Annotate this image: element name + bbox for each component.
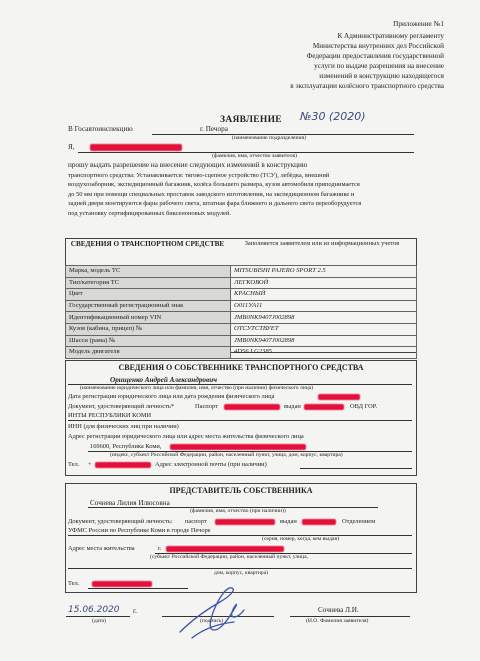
vehicle-row-label: Цвет	[66, 289, 231, 301]
owner-date-line: Дата регистрации юридического лица или дата рождения физического лица	[68, 393, 275, 400]
vehicle-row-value: 4D56 LG2385	[231, 347, 417, 359]
redacted-birth-date	[318, 394, 360, 400]
redacted-rep-address	[166, 546, 284, 552]
representative-name: Сочнева Лилия Илюсовна	[90, 499, 170, 507]
application-title: ЗАЯВЛЕНИЕ	[220, 115, 282, 125]
representative-name-caption: (фамилия, имя, отчество (при наличии))	[190, 508, 286, 514]
owner-doc-issued: выдан	[284, 403, 301, 410]
date-underline	[66, 616, 130, 617]
owner-address-value: 169600, Республика Коми,	[90, 443, 162, 450]
signature-caption: (подпись)	[200, 618, 224, 624]
owner-address-line: Адрес регистрации юридического лица или адрес места жительства физического лица	[68, 433, 304, 440]
date-caption: (дата)	[92, 618, 106, 624]
regulation-header-line: изменений в конструкцию находящегося	[319, 72, 444, 80]
redacted-rep-issue-date	[302, 519, 336, 525]
vehicle-row-label: Модель двигателя	[66, 347, 231, 359]
owner-title: СВЕДЕНИЯ О СОБСТВЕННИКЕ ТРАНСПОРТНОГО СРЕДСТВА	[118, 363, 364, 372]
representative-address-caption-1: (субъект Российской Федерации, район, населенный пункт, улица,	[150, 554, 308, 560]
regulation-header-line: Министерства внутренних дел Российской	[312, 42, 444, 50]
representative-doc-issuer-1: Отделением	[342, 518, 376, 525]
request-line: прошу выдать разрешение на внесение следующих изменений в конструкцию	[68, 161, 308, 169]
vehicle-row-label: Государственный регистрационный знак	[66, 300, 231, 312]
vehicle-row-label: Марка, модель ТС	[66, 266, 231, 278]
vehicle-row-label: Кузов (кабина, прицеп) №	[66, 323, 231, 335]
to-prefix: В Госавтоинспекцию	[68, 125, 133, 133]
vehicle-row-value: КРАСНЫЙ	[231, 289, 417, 301]
vehicle-row	[66, 300, 417, 312]
vehicle-row	[66, 289, 417, 301]
redacted-issue-date	[304, 404, 344, 410]
vehicle-row-label: Тип/категория ТС	[66, 277, 231, 289]
vehicle-table	[65, 265, 417, 359]
owner-email-line: Адрес электронной почты (при наличии)	[155, 461, 267, 468]
appendix-label: Приложение №1	[393, 20, 444, 28]
signature-year-suffix: г.	[133, 607, 137, 615]
to-value: г. Печора	[200, 125, 228, 133]
i-caption: (фамилия, имя, отчество заявителя)	[212, 153, 297, 159]
request-body-line: транспортного средства: Устанавливается: тягово-сцепное устройство (ТСУ), лебёдка, внешний	[68, 172, 330, 179]
owner-doc-type: Паспорт	[195, 403, 218, 410]
i-prefix: Я,	[68, 143, 75, 151]
representative-address-prefix: Адрес места жительства	[68, 545, 135, 552]
owner-phone-plus: +	[88, 461, 92, 468]
vehicle-row	[66, 266, 417, 278]
handwritten-signature	[172, 580, 262, 642]
signature-date: 15.06.2020	[68, 605, 120, 615]
representative-phone-prefix: Тел.	[68, 580, 80, 587]
representative-doc-caption: (серия, номер, когда, кем выдан)	[262, 536, 340, 542]
vehicle-row-value: О011УА11	[231, 300, 417, 312]
representative-doc-prefix: Документ, удостоверяющий личность:	[68, 518, 173, 525]
request-body-line: задней двери монтируются фары рабочего света, штатная фара ближнего и дальнего света переоборудуется	[68, 200, 362, 208]
redacted-applicant-name	[90, 144, 182, 151]
regulation-header-line: К Административному регламенту	[337, 32, 444, 40]
vehicle-row-label: Идентификационный номер VIN	[66, 312, 231, 324]
redacted-rep-phone	[92, 581, 152, 587]
vehicle-row	[66, 335, 417, 347]
owner-email-underline	[300, 468, 412, 469]
signer-caption: (И.О. Фамилия заявителя)	[306, 618, 369, 624]
redacted-passport-number	[224, 404, 280, 410]
representative-title: ПРЕДСТАВИТЕЛЬ СОБСТВЕННИКА	[169, 486, 313, 495]
request-body-line: воздухозаборник, экспедиционный багажник, колёса большего размера, кузов автомобиля приподнимается	[68, 181, 360, 189]
vehicle-row-value: ОТСУТСТВУЕТ	[231, 323, 417, 335]
request-body-line: до 50 мм при помощи специальных проставок заводского изготовления, на экспедиционном багажнике и	[68, 190, 355, 198]
to-caption: (наименование подразделения)	[232, 135, 306, 141]
redacted-owner-address	[170, 444, 306, 450]
representative-doc-issuer-2: УФМС России по Республике Коми в городе Печоре	[68, 527, 211, 534]
owner-phone-prefix: Тел.	[68, 461, 80, 468]
owner-doc-issuer-2: ИНТЫ РЕСПУБЛИКИ КОМИ	[68, 412, 152, 419]
owner-inn-line: ИНН (для физических лиц при наличии)	[68, 423, 179, 430]
vehicle-row-value: ЛЕГКОВОЙ	[231, 277, 417, 289]
representative-address-caption-2: дом, корпус, квартира)	[214, 570, 269, 576]
regulation-header-line: услуги по выдаче разрешения на внесение	[314, 62, 444, 70]
regulation-header-line: в эксплуатации колёсного транспортного средства	[290, 82, 444, 90]
vehicle-header-right: Заполняется заявителем или из информационных учетов	[244, 240, 400, 247]
vehicle-row	[66, 323, 417, 335]
redacted-rep-passport	[215, 519, 275, 525]
owner-name: Орищенко Андрей Александрович	[110, 376, 218, 384]
signer-underline	[290, 616, 410, 617]
owner-name-caption: (наименование юридического лица или фамилия, имя, отчество (при наличии) физического лица)	[80, 385, 314, 391]
representative-address-value: г.	[158, 545, 162, 552]
representative-doc-issued: выдан	[280, 518, 297, 525]
vehicle-row-value: JMB0NK9407J002898	[231, 335, 417, 347]
request-body-line: под установку сертифицированных биксеноновых модулей.	[68, 209, 231, 217]
owner-doc-underline	[68, 420, 412, 421]
vehicle-row	[66, 277, 417, 289]
vehicle-row-label: Шасси (рама) №	[66, 335, 231, 347]
vehicle-row-value: JMB0NK9407J002898	[231, 312, 417, 324]
signer-name: Сочнева Л.И.	[318, 606, 359, 614]
vehicle-header-left: СВЕДЕНИЯ О ТРАНСПОРТНОМ СРЕДСТВЕ	[70, 240, 225, 248]
vehicle-row-value: MITSUBISHI PAJERO SPORT 2.5	[231, 266, 417, 278]
owner-doc-issuer-1: ОВД ГОР.	[350, 403, 378, 410]
representative-doc-underline	[68, 535, 412, 536]
representative-doc-type: паспорт	[185, 518, 207, 525]
redacted-owner-phone	[95, 462, 151, 468]
representative-address-underline-2	[68, 568, 412, 569]
vehicle-row	[66, 347, 417, 359]
application-number: №30 (2020)	[300, 110, 366, 123]
vehicle-row	[66, 312, 417, 324]
regulation-header-line: Федерации предоставления государственной	[306, 52, 444, 60]
owner-address-caption: (индекс, субъект Российской Федерации, район, населенный пункт, улица, дом, корпус, квартира)	[110, 452, 343, 458]
owner-doc-prefix: Документ, удостоверяющий личность*	[68, 403, 175, 410]
